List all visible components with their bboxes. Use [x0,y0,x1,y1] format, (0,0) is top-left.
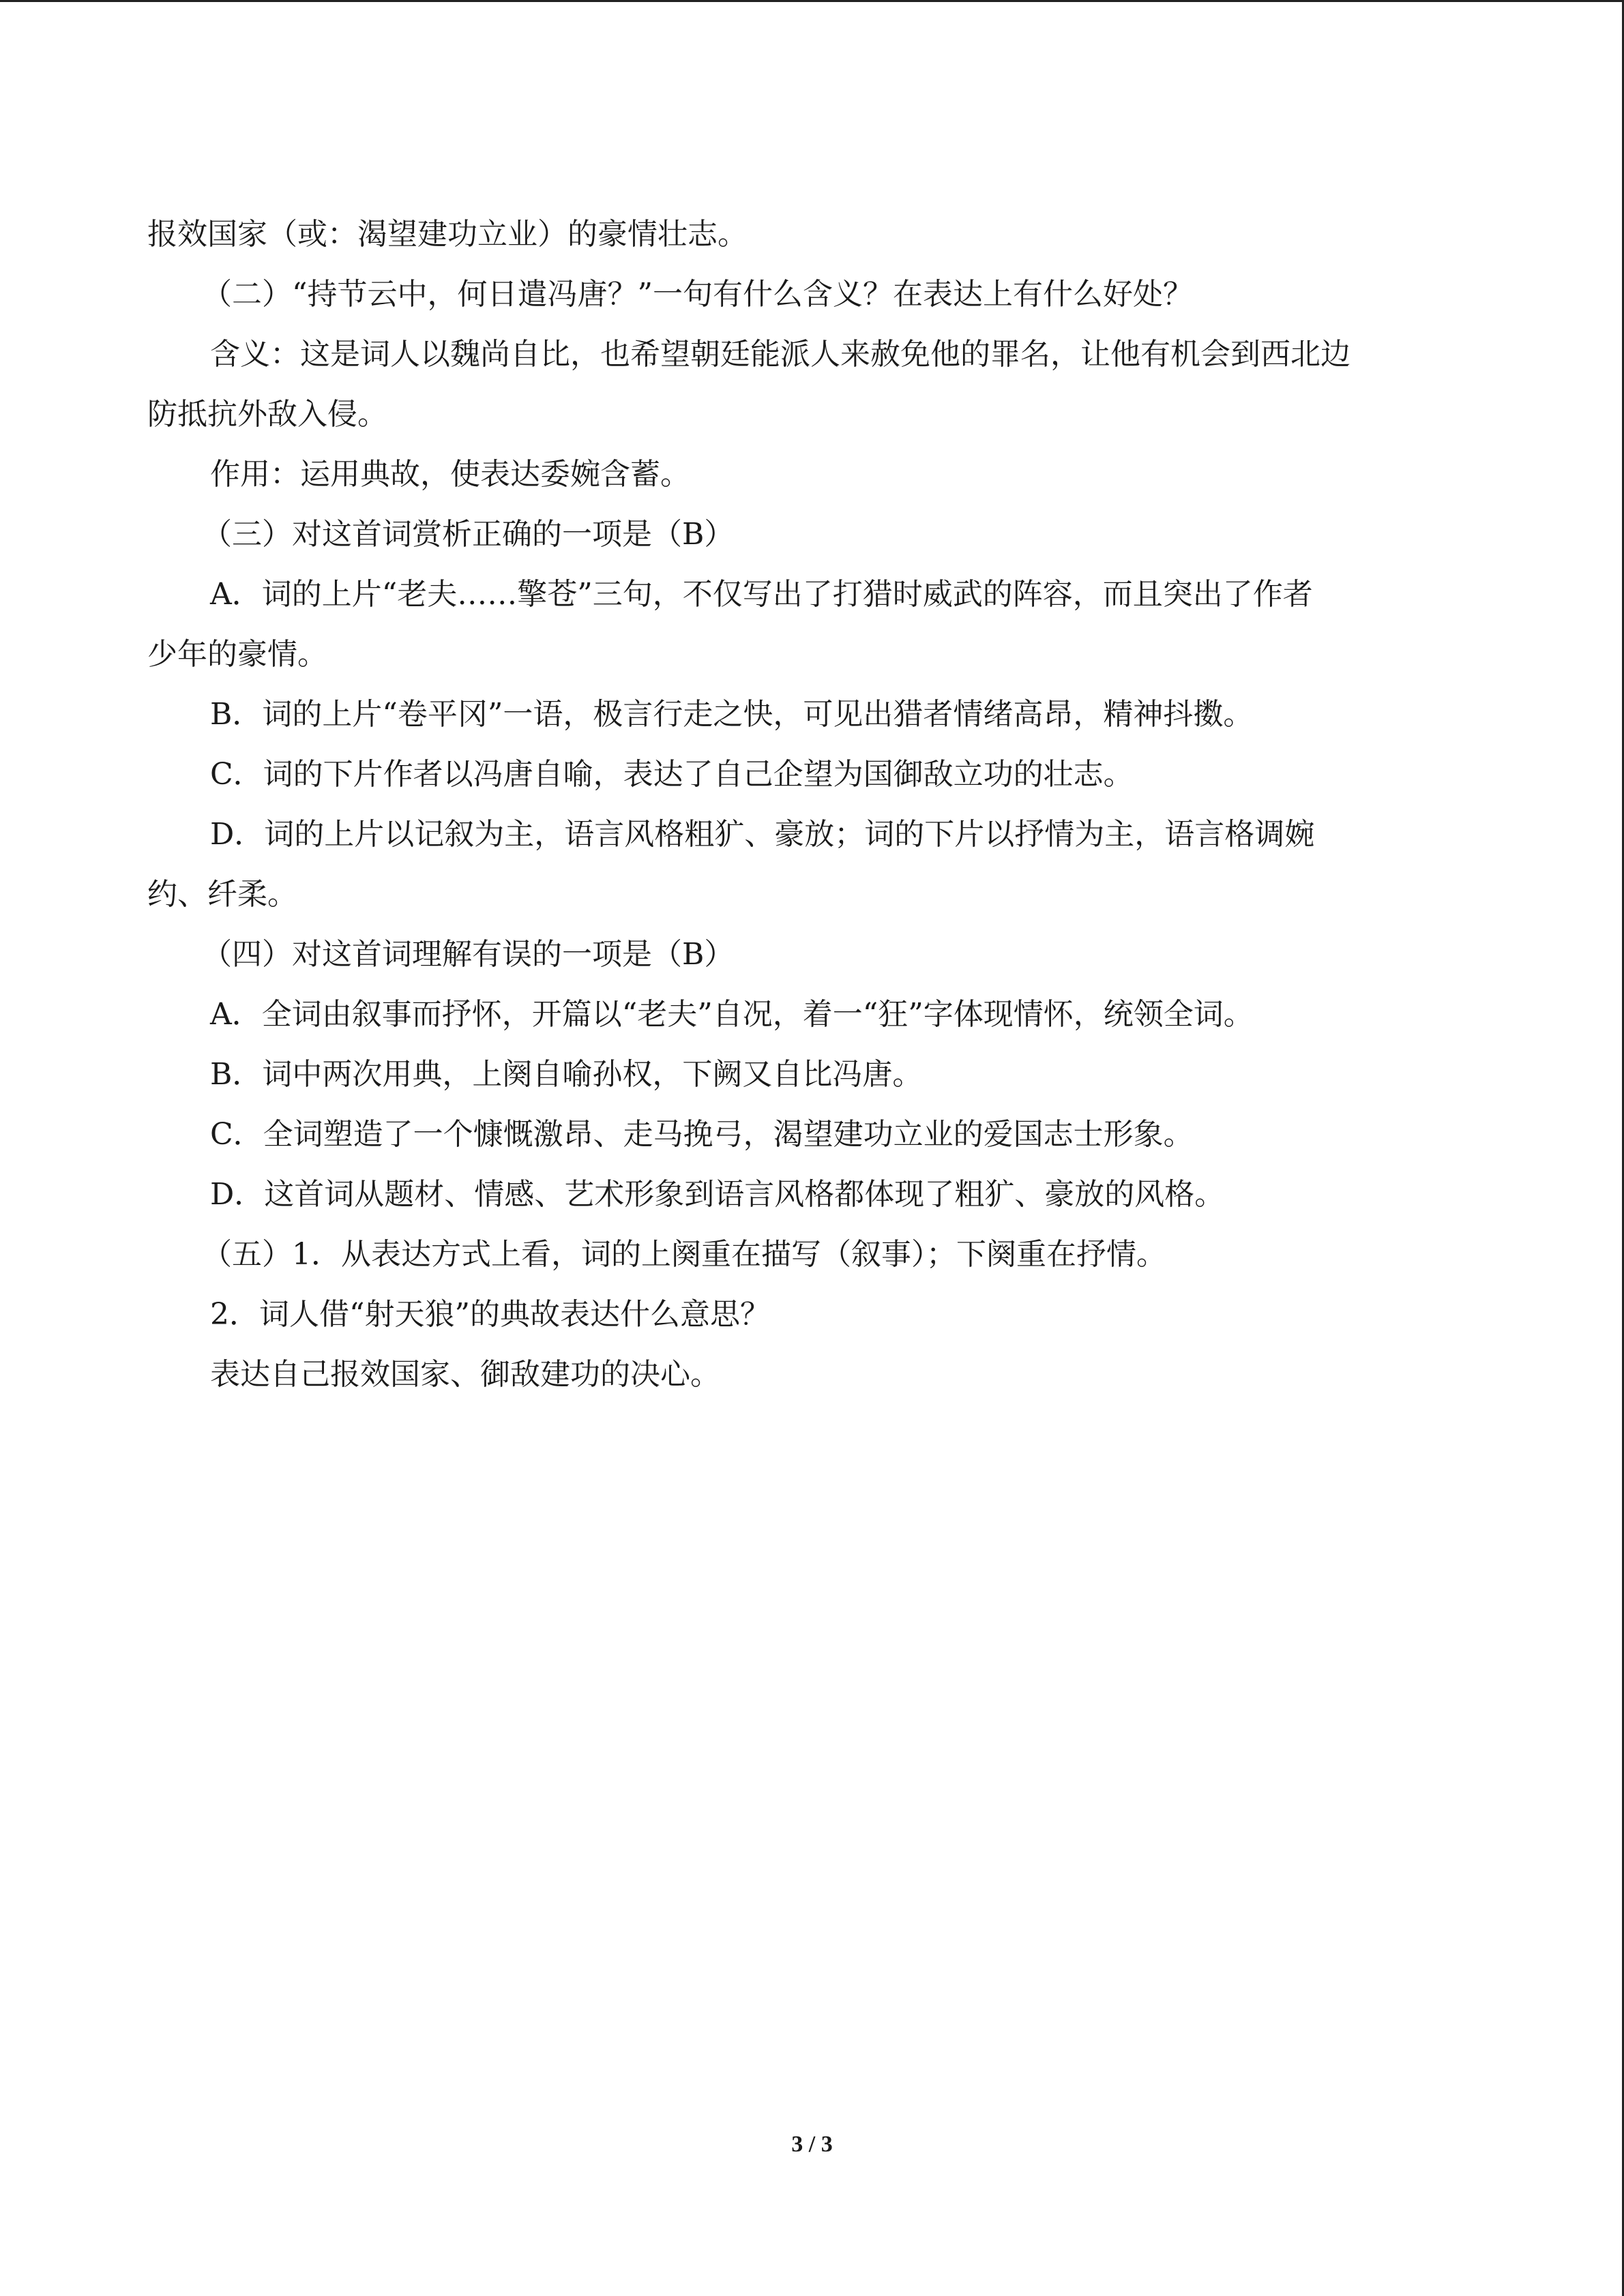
option-a: A．全词由叙事而抒怀，开篇以“老夫”自况，着一“狂”字体现情怀，统领全词。 [210,997,1254,1032]
text-line: 防抵抗外敌入侵。 [147,397,387,432]
option-d: D．这首词从题材、情感、艺术形象到语言风格都体现了粗犷、豪放的风格。 [210,1177,1225,1212]
text-line: 作用：运用典故，使表达委婉含蓄。 [210,457,690,492]
question-three-heading: （三）对这首词赏析正确的一项是（B） [202,517,735,552]
text-line: 含义：这是词人以魏尚自比，也希望朝廷能派人来赦免他的罪名，让他有机会到西北边 [210,337,1350,372]
text-line: 少年的豪情。 [147,637,327,672]
option-d: D．词的上片以记叙为主，语言风格粗犷、豪放；词的下片以抒情为主，语言格调婉 [210,817,1315,852]
text-line: 表达自己报效国家、御敌建功的决心。 [210,1357,720,1392]
option-b: B．词的上片“卷平冈”一语，极言行走之快，可见出猎者情绪高昂，精神抖擞。 [210,697,1254,732]
question-five-heading: （五）1．从表达方式上看，词的上阕重在描写（叙事）；下阕重在抒情。 [202,1237,1166,1272]
document-body [147,205,1484,1405]
text-line: 报效国家（或：渴望建功立业）的豪情壮志。 [147,217,748,252]
question-four-heading: （四）对这首词理解有误的一项是（B） [202,937,735,972]
option-c: C．全词塑造了一个慷慨激昂、走马挽弓，渴望建功立业的爱国志士形象。 [210,1117,1194,1152]
text-line: 约、纤柔。 [147,877,297,912]
page-border-top [0,0,1624,2]
text-line: 2．词人借“射天狼”的典故表达什么意思？ [210,1297,770,1332]
question-two-heading: （二）“持节云中，何日遣冯唐？”一句有什么含义？在表达上有什么好处？ [202,277,1193,312]
option-b: B．词中两次用典，上阕自喻孙权，下阙又自比冯唐。 [210,1057,923,1092]
option-a: A．词的上片“老夫……擎苍”三句，不仅写出了打猎时威武的阵容，而且突出了作者 [210,577,1313,612]
option-c: C．词的下片作者以冯唐自喻，表达了自己企望为国御敌立功的壮志。 [210,757,1134,792]
page-number: 3 / 3 [791,2132,833,2157]
